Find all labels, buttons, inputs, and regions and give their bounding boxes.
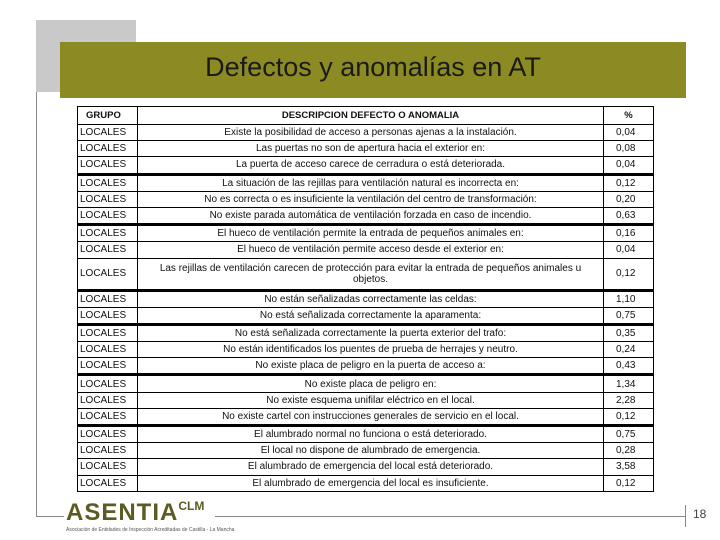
page-number: 18 [693, 507, 707, 521]
cell-description: No es correcta o es insuficiente la ventilación del centro de transformación: [138, 191, 604, 207]
cell-description: El local no dispone de alumbrado de emergencia. [138, 443, 604, 459]
header-group: GRUPO [78, 107, 138, 125]
cell-description: No están identificados los puentes de prueba de herrajes y neutro. [138, 342, 604, 358]
cell-group: LOCALES [78, 191, 138, 207]
cell-percent: 1,10 [604, 290, 654, 307]
cell-percent: 0,75 [604, 426, 654, 443]
cell-group: LOCALES [78, 225, 138, 242]
footer-rule-right [215, 516, 685, 517]
cell-description: El alumbrado de emergencia del local está deteriorado. [138, 459, 604, 475]
table-row [78, 408, 654, 425]
cell-percent: 0,63 [604, 207, 654, 224]
table-row [78, 358, 654, 375]
cell-group: LOCALES [78, 459, 138, 475]
cell-description: No existe esquema unifilar eléctrico en el local. [138, 392, 604, 408]
asentia-logo [66, 499, 204, 527]
table-row [78, 225, 654, 242]
cell-description: Existe la posibilidad de acceso a personas ajenas a la instalación. [138, 125, 604, 141]
cell-group: LOCALES [78, 375, 138, 392]
table-row [78, 342, 654, 358]
cell-description: El alumbrado normal no funciona o está deteriorado. [138, 426, 604, 443]
cell-percent: 0,20 [604, 191, 654, 207]
cell-percent: 0,08 [604, 141, 654, 157]
logo-suffix: CLM [178, 499, 205, 513]
table-row [78, 191, 654, 207]
cell-description: El hueco de ventilación permite acceso desde el exterior en: [138, 242, 604, 258]
cell-percent: 3,58 [604, 459, 654, 475]
table-row [78, 324, 654, 341]
table-row [78, 290, 654, 307]
cell-percent: 0,12 [604, 174, 654, 191]
cell-group: LOCALES [78, 290, 138, 307]
table-row [78, 157, 654, 174]
cell-description: No está señalizada correctamente la aparamenta: [138, 307, 604, 324]
cell-description: La puerta de acceso carece de cerradura o está deteriorada. [138, 157, 604, 174]
cell-description: Las rejillas de ventilación carecen de protección para evitar la entrada de pequeños animales u objetos. [138, 258, 604, 290]
cell-percent: 0,04 [604, 157, 654, 174]
cell-group: LOCALES [78, 258, 138, 290]
cell-percent: 2,28 [604, 392, 654, 408]
cell-group: LOCALES [78, 392, 138, 408]
cell-percent: 0,35 [604, 324, 654, 341]
cell-group: LOCALES [78, 207, 138, 224]
table-row [78, 125, 654, 141]
table-row [78, 141, 654, 157]
cell-group: LOCALES [78, 358, 138, 375]
header-percent: % [604, 107, 654, 125]
table-row [78, 375, 654, 392]
cell-group: LOCALES [78, 475, 138, 491]
cell-percent: 0,12 [604, 475, 654, 491]
cell-percent: 0,16 [604, 225, 654, 242]
cell-group: LOCALES [78, 125, 138, 141]
table-row [78, 174, 654, 191]
cell-percent: 0,04 [604, 125, 654, 141]
defects-table [77, 106, 654, 492]
table-row [78, 207, 654, 224]
cell-group: LOCALES [78, 443, 138, 459]
cell-description: No existe parada automática de ventilación forzada en caso de incendio. [138, 207, 604, 224]
cell-percent: 0,04 [604, 242, 654, 258]
footer-rule-left [36, 516, 64, 517]
cell-description: No existe placa de peligro en la puerta de acceso a: [138, 358, 604, 375]
cell-group: LOCALES [78, 157, 138, 174]
left-guide-line [36, 92, 37, 516]
table-row [78, 258, 654, 290]
logo-text: ASENTIA [66, 499, 179, 526]
cell-percent: 0,24 [604, 342, 654, 358]
cell-group: LOCALES [78, 141, 138, 157]
cell-description: No existe placa de peligro en: [138, 375, 604, 392]
table-row [78, 426, 654, 443]
cell-description: Las puertas no son de apertura hacia el exterior en: [138, 141, 604, 157]
table-header-row [78, 107, 654, 125]
cell-description: El alumbrado de emergencia del local es insuficiente. [138, 475, 604, 491]
cell-description: La situación de las rejillas para ventilación natural es incorrecta en: [138, 174, 604, 191]
table-row [78, 443, 654, 459]
cell-group: LOCALES [78, 342, 138, 358]
cell-group: LOCALES [78, 174, 138, 191]
cell-percent: 0,12 [604, 408, 654, 425]
cell-percent: 0,12 [604, 258, 654, 290]
cell-percent: 0,75 [604, 307, 654, 324]
cell-description: No está señalizada correctamente la puerta exterior del trafo: [138, 324, 604, 341]
cell-group: LOCALES [78, 307, 138, 324]
cell-description: El hueco de ventilación permite la entrada de pequeños animales en: [138, 225, 604, 242]
table-row [78, 392, 654, 408]
logo-subtitle: Asociación de Entidades de Inspección Acreditadas de Castilla - La Mancha [66, 527, 235, 533]
cell-description: No existe cartel con instrucciones generales de servicio en el local. [138, 408, 604, 425]
table-row [78, 307, 654, 324]
slide-title: Defectos y anomalías en AT [205, 52, 541, 82]
cell-group: LOCALES [78, 408, 138, 425]
cell-description: No están señalizadas correctamente las celdas: [138, 290, 604, 307]
cell-percent: 1,34 [604, 375, 654, 392]
cell-percent: 0,43 [604, 358, 654, 375]
header-description: DESCRIPCION DEFECTO O ANOMALIA [138, 107, 604, 125]
table-row [78, 459, 654, 475]
table-row [78, 475, 654, 491]
table-row [78, 242, 654, 258]
cell-group: LOCALES [78, 242, 138, 258]
cell-percent: 0,28 [604, 443, 654, 459]
cell-group: LOCALES [78, 324, 138, 341]
cell-group: LOCALES [78, 426, 138, 443]
footer-rule-vertical [685, 505, 686, 527]
